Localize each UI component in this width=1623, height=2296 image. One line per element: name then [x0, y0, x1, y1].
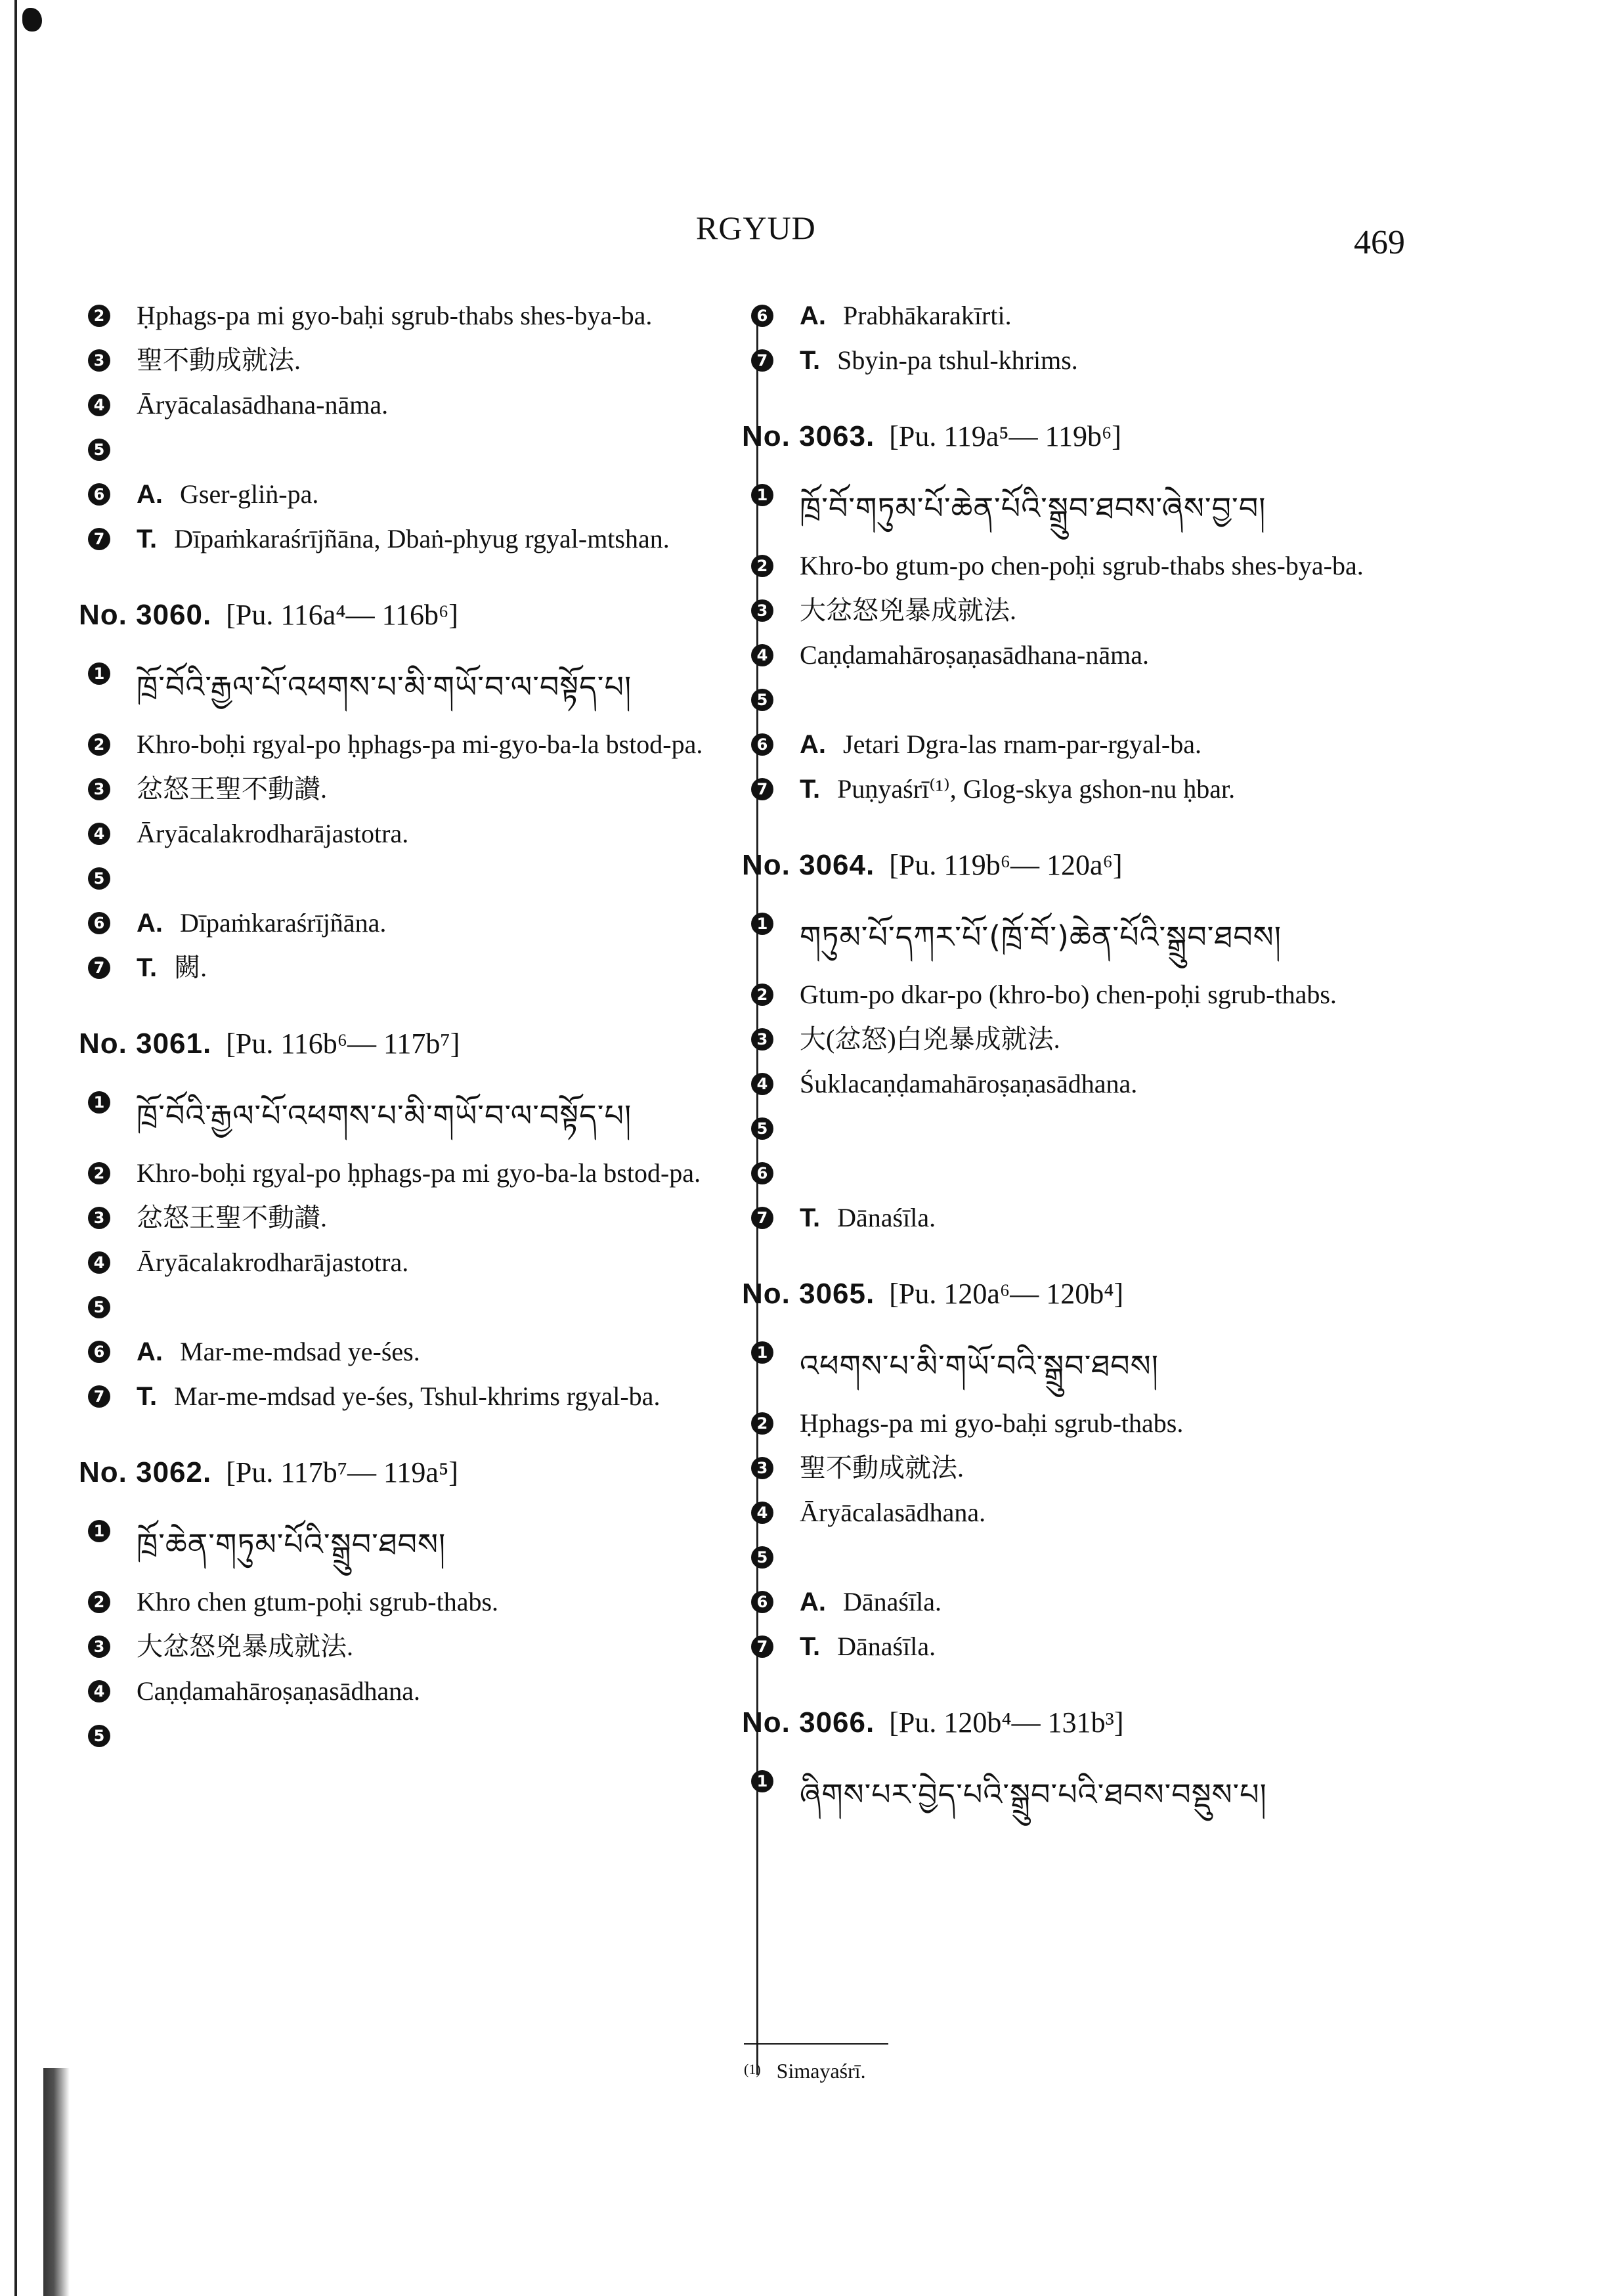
field-number-badge: 3: [751, 599, 773, 622]
entry-number: No. 3060.: [79, 599, 212, 631]
field-number-badge: 7: [751, 1207, 773, 1229]
field-text: Khro-bo gtum-po chen-poḥi sgrub-thabs shes-bya-ba.: [800, 551, 1364, 580]
field-number-badge: 6: [751, 1591, 773, 1613]
field-text: Āryācalasādhana.: [800, 1498, 986, 1527]
field-text: ཁྲོ་བོའི་རྒྱལ་པོ་འཕགས་པ་མི་གཡོ་བ་ལ་བསྟོད་པ།: [137, 669, 632, 704]
entry-field: [79, 343, 742, 378]
field-value: [800, 638, 1405, 672]
tibetan-title: [137, 1085, 742, 1146]
entry-field: [742, 907, 1405, 967]
author-role-label: A.: [800, 1588, 826, 1616]
entry-field: [79, 1514, 742, 1574]
field-value: [137, 1630, 742, 1664]
field-number-badge: 4: [88, 1251, 110, 1274]
entry-field: [742, 549, 1405, 583]
field-text: 大忿怒兇暴成就法.: [800, 596, 1016, 625]
entry-field: [79, 1585, 742, 1619]
field-value: [137, 1674, 742, 1708]
field-text: Śuklacaṇḍamahāroṣaṇasādhana.: [800, 1069, 1138, 1098]
field-value: [800, 772, 1405, 806]
field-number-badge: 3: [88, 778, 110, 800]
field-number-badge: 7: [751, 349, 773, 372]
field-number-badge: 2: [751, 555, 773, 577]
field-value: [800, 299, 1405, 333]
entry-field: [742, 638, 1405, 672]
translator-role-label: T.: [800, 346, 821, 375]
field-number-badge: 3: [88, 1635, 110, 1658]
field-number-badge: 2: [88, 305, 110, 327]
entry-field: [79, 772, 742, 806]
entry-reference: [Pu. 120b⁴— 131b³]: [889, 1706, 1124, 1739]
field-text: 闕.: [174, 953, 207, 982]
field-number-badge: 4: [88, 823, 110, 845]
field-number-badge: 5: [751, 1117, 773, 1140]
field-value: [800, 594, 1405, 628]
entry-heading: [79, 1456, 742, 1489]
field-number-badge: 7: [88, 1385, 110, 1408]
author-role-label: A.: [800, 730, 826, 759]
author-role-label: A.: [800, 301, 826, 330]
field-value: [137, 522, 742, 556]
field-value: [137, 906, 742, 940]
entry-field: [742, 1585, 1405, 1619]
entry-field: [79, 817, 742, 851]
field-number-badge: 5: [88, 1725, 110, 1747]
catalog-entry: [742, 299, 1405, 378]
entry-field: [742, 1630, 1405, 1664]
tibetan-title: [800, 1335, 1405, 1396]
catalog-entry: [79, 299, 742, 556]
field-number-badge: 2: [751, 1412, 773, 1435]
field-value: [137, 388, 742, 422]
field-value: [137, 772, 742, 806]
field-text: 大(忿怒)白兇暴成就法.: [800, 1024, 1060, 1054]
catalog-entry: [742, 420, 1405, 806]
tibetan-title: [137, 1514, 742, 1574]
entry-field: [742, 772, 1405, 806]
field-number-badge: 6: [751, 733, 773, 756]
entry-field: [79, 1674, 742, 1708]
tibetan-title: [800, 1764, 1405, 1825]
field-value: [137, 299, 742, 333]
entry-field: [742, 1540, 1405, 1574]
field-text: Caṇḍamahāroṣaṇasādhana-nāma.: [800, 640, 1149, 670]
entry-field: [79, 1335, 742, 1369]
footnote-mark: (1): [744, 2061, 761, 2077]
footnote: [744, 2043, 1400, 2083]
field-number-badge: 3: [88, 1207, 110, 1229]
entry-field: [742, 1022, 1405, 1056]
field-text: Khro-boḥi rgyal-po ḥphags-pa mi-gyo-ba-la bstod-pa.: [137, 729, 703, 759]
entry-field: [79, 1630, 742, 1664]
field-text: 忿怒王聖不動讃.: [137, 1203, 327, 1232]
field-value: [137, 951, 742, 985]
field-value: [800, 1496, 1405, 1530]
field-value: [800, 549, 1405, 583]
entry-field: [742, 1335, 1405, 1396]
field-number-badge: 4: [751, 1502, 773, 1524]
page-edge-line: [14, 0, 17, 2296]
field-text: Dīpaṁkaraśrījñāna.: [180, 908, 387, 938]
page-number: 469: [1354, 224, 1405, 261]
entry-field: [742, 343, 1405, 378]
field-value: [800, 727, 1405, 762]
field-text: ཁྲོ་བོའི་རྒྱལ་པོ་འཕགས་པ་མི་གཡོ་བ་ལ་བསྟོད་པ།: [137, 1098, 632, 1133]
field-number-badge: 4: [88, 394, 110, 416]
entry-field: [742, 1406, 1405, 1440]
spine-shadow: [43, 2068, 70, 2296]
entry-field: [742, 594, 1405, 628]
field-text: Mar-me-mdsad ye-śes.: [180, 1337, 420, 1366]
field-text: 忿怒王聖不動讃.: [137, 774, 327, 804]
field-value: [800, 343, 1405, 378]
field-text: ཞིགས་པར་བྱེད་པའི་སྒྲུབ་པའི་ཐབས་བསྡུས་པ།: [800, 1777, 1267, 1812]
catalog-entry: [742, 1277, 1405, 1664]
field-text: 聖不動成就法.: [800, 1453, 964, 1483]
catalog-entry: [742, 1706, 1405, 1825]
entry-field: [79, 1290, 742, 1324]
field-value: [800, 1451, 1405, 1485]
field-text: Mar-me-mdsad ye-śes, Tshul-khrims rgyal-ba.: [174, 1381, 660, 1411]
author-role-label: A.: [137, 909, 163, 938]
field-value: [137, 1156, 742, 1190]
field-number-badge: 3: [751, 1028, 773, 1051]
field-number-badge: 2: [88, 733, 110, 756]
field-number-badge: 6: [88, 1341, 110, 1363]
field-number-badge: 2: [751, 984, 773, 1006]
entry-field: [79, 1719, 742, 1753]
field-text: 大忿怒兇暴成就法.: [137, 1632, 353, 1661]
field-value: [137, 727, 742, 762]
entry-field: [742, 478, 1405, 538]
entry-field: [742, 727, 1405, 762]
entry-field: [742, 683, 1405, 717]
right-column: [742, 299, 1405, 1867]
field-number-badge: 1: [88, 1520, 110, 1542]
field-text: Dānaśīla.: [837, 1632, 936, 1661]
field-number-badge: 4: [88, 1680, 110, 1702]
field-number-badge: 6: [88, 912, 110, 934]
field-number-badge: 2: [88, 1591, 110, 1613]
field-value: [800, 1585, 1405, 1619]
tibetan-title: [800, 907, 1405, 967]
field-number-badge: 5: [88, 867, 110, 890]
entry-field: [79, 388, 742, 422]
running-header: RGYUD: [696, 209, 816, 246]
field-number-badge: 5: [88, 1296, 110, 1318]
field-number-badge: 4: [751, 644, 773, 666]
field-number-badge: 6: [751, 305, 773, 327]
entry-heading: [742, 1277, 1405, 1310]
catalog-entry: [79, 1027, 742, 1414]
entry-field: [79, 951, 742, 985]
field-value: [137, 477, 742, 511]
entry-field: [79, 861, 742, 896]
author-role-label: A.: [137, 480, 163, 509]
field-text: Ḥphags-pa mi gyo-baḥi sgrub-thabs shes-bya-ba.: [137, 301, 653, 330]
entry-number: No. 3066.: [742, 1706, 875, 1739]
field-text: Dānaśīla.: [843, 1587, 941, 1616]
entry-heading: [742, 1706, 1405, 1739]
entry-field: [79, 1245, 742, 1280]
translator-role-label: T.: [137, 525, 158, 553]
entry-reference: [Pu. 117b⁷— 119a⁵]: [226, 1456, 458, 1488]
entry-reference: [Pu. 116a⁴— 116b⁶]: [226, 599, 458, 631]
entry-number: No. 3064.: [742, 849, 875, 881]
catalog-entry: [79, 1456, 742, 1753]
entry-field: [742, 1201, 1405, 1235]
field-text: འཕགས་པ་མི་གཡོ་བའི་སྒྲུབ་ཐབས།: [800, 1348, 1159, 1383]
field-text: Ḥphags-pa mi gyo-baḥi sgrub-thabs.: [800, 1408, 1184, 1438]
field-text: Āryācalasādhana-nāma.: [137, 390, 389, 420]
entry-field: [79, 1379, 742, 1414]
field-number-badge: 7: [751, 1635, 773, 1658]
field-text: ཁྲོ་ཆེན་གཏུམ་པོའི་སྒྲུབ་ཐབས།: [137, 1527, 446, 1562]
field-text: Gtum-po dkar-po (khro-bo) chen-poḥi sgrub-thabs.: [800, 980, 1337, 1009]
translator-role-label: T.: [800, 1632, 821, 1661]
field-number-badge: 6: [751, 1162, 773, 1184]
field-value: [800, 1067, 1405, 1101]
entry-number: No. 3061.: [79, 1028, 212, 1060]
field-value: [800, 1406, 1405, 1440]
field-text: Dānaśīla.: [837, 1203, 936, 1232]
field-value: [137, 1335, 742, 1369]
field-text: གཏུམ་པོ་དཀར་པོ་(ཁྲོ་བོ་)ཆེན་པོའི་སྒྲུབ་ཐབས།: [800, 919, 1282, 955]
field-text: Sbyin-pa tshul-khrims.: [837, 345, 1078, 375]
field-number-badge: 6: [88, 483, 110, 506]
field-value: [137, 343, 742, 378]
field-number-badge: 1: [88, 662, 110, 685]
field-number-badge: 1: [751, 1341, 773, 1364]
field-text: Caṇḍamahāroṣaṇasādhana.: [137, 1676, 421, 1706]
entry-heading: [79, 1027, 742, 1060]
field-number-badge: 1: [751, 913, 773, 935]
translator-role-label: T.: [137, 1382, 158, 1411]
catalog-entry: [742, 848, 1405, 1235]
field-value: [800, 1201, 1405, 1235]
entry-field: [79, 906, 742, 940]
field-value: [137, 1245, 742, 1280]
entry-heading: [742, 420, 1405, 453]
field-text: Khro chen gtum-poḥi sgrub-thabs.: [137, 1587, 499, 1616]
entry-field: [79, 727, 742, 762]
field-value: [137, 1585, 742, 1619]
field-number-badge: 3: [88, 349, 110, 372]
entry-reference: [Pu. 116b⁶— 117b⁷]: [226, 1028, 460, 1060]
field-text: Āryācalakrodharājastotra.: [137, 819, 409, 848]
field-text: Āryācalakrodharājastotra.: [137, 1247, 409, 1277]
field-value: [137, 1201, 742, 1235]
tibetan-title: [800, 478, 1405, 538]
translator-role-label: T.: [137, 953, 158, 982]
entry-field: [79, 433, 742, 467]
binding-mark: [22, 8, 42, 32]
field-number-badge: 5: [88, 439, 110, 461]
field-value: [800, 1022, 1405, 1056]
translator-role-label: T.: [800, 775, 821, 804]
entry-number: No. 3062.: [79, 1456, 212, 1488]
entry-field: [79, 1156, 742, 1190]
translator-role-label: T.: [800, 1203, 821, 1232]
entry-field: [742, 1156, 1405, 1190]
field-number-badge: 7: [88, 957, 110, 979]
entry-field: [742, 1451, 1405, 1485]
field-number-badge: 7: [88, 528, 110, 550]
field-value: [800, 1630, 1405, 1664]
entry-field: [79, 1085, 742, 1146]
entry-reference: [Pu. 119a⁵— 119b⁶]: [889, 420, 1121, 452]
entry-field: [742, 1496, 1405, 1530]
entry-number: No. 3065.: [742, 1278, 875, 1310]
field-number-badge: 1: [751, 484, 773, 506]
entry-number: No. 3063.: [742, 420, 875, 452]
catalog-entry: [79, 598, 742, 985]
field-text: Jetari Dgra-las rnam-par-rgyal-ba.: [843, 729, 1201, 759]
field-text: Prabhākarakīrti.: [843, 301, 1012, 330]
field-number-badge: 4: [751, 1073, 773, 1095]
author-role-label: A.: [137, 1337, 163, 1366]
field-number-badge: 1: [751, 1770, 773, 1792]
entry-field: [742, 1764, 1405, 1825]
field-number-badge: 3: [751, 1457, 773, 1479]
entry-heading: [79, 598, 742, 632]
field-text: ཁྲོ་བོ་གཏུམ་པོ་ཆེན་པོའི་སྒྲུབ་ཐབས་ཞེས་བྱ་བ།: [800, 490, 1266, 526]
entry-field: [742, 299, 1405, 333]
field-text: Gser-gliṅ-pa.: [180, 479, 319, 509]
field-value: [137, 817, 742, 851]
entry-heading: [742, 848, 1405, 882]
footnote-text: Simayaśrī.: [776, 2059, 866, 2083]
footnote-rule: [744, 2043, 888, 2045]
entry-field: [79, 477, 742, 511]
entry-field: [79, 299, 742, 333]
field-number-badge: 5: [751, 689, 773, 711]
field-text: Puṇyaśrī⁽¹⁾, Glog-skya gshon-nu ḥbar.: [837, 774, 1236, 804]
field-text: 聖不動成就法.: [137, 345, 301, 375]
left-column: [79, 299, 742, 1795]
entry-field: [742, 1112, 1405, 1146]
entry-field: [742, 1067, 1405, 1101]
field-text: Dīpaṁkaraśrījñāna, Dbaṅ-phyug rgyal-mtshan.: [174, 524, 670, 553]
field-number-badge: 2: [88, 1162, 110, 1184]
tibetan-title: [137, 657, 742, 717]
field-number-badge: 1: [88, 1091, 110, 1114]
field-text: Khro-boḥi rgyal-po ḥphags-pa mi gyo-ba-la bstod-pa.: [137, 1158, 701, 1188]
field-value: [800, 978, 1405, 1012]
entry-field: [79, 1201, 742, 1235]
field-number-badge: 5: [751, 1546, 773, 1569]
entry-reference: [Pu. 119b⁶— 120a⁶]: [889, 849, 1123, 881]
entry-field: [79, 657, 742, 717]
entry-field: [742, 978, 1405, 1012]
field-value: [137, 1379, 742, 1414]
entry-reference: [Pu. 120a⁶— 120b⁴]: [889, 1278, 1124, 1310]
field-number-badge: 7: [751, 778, 773, 800]
entry-field: [79, 522, 742, 556]
